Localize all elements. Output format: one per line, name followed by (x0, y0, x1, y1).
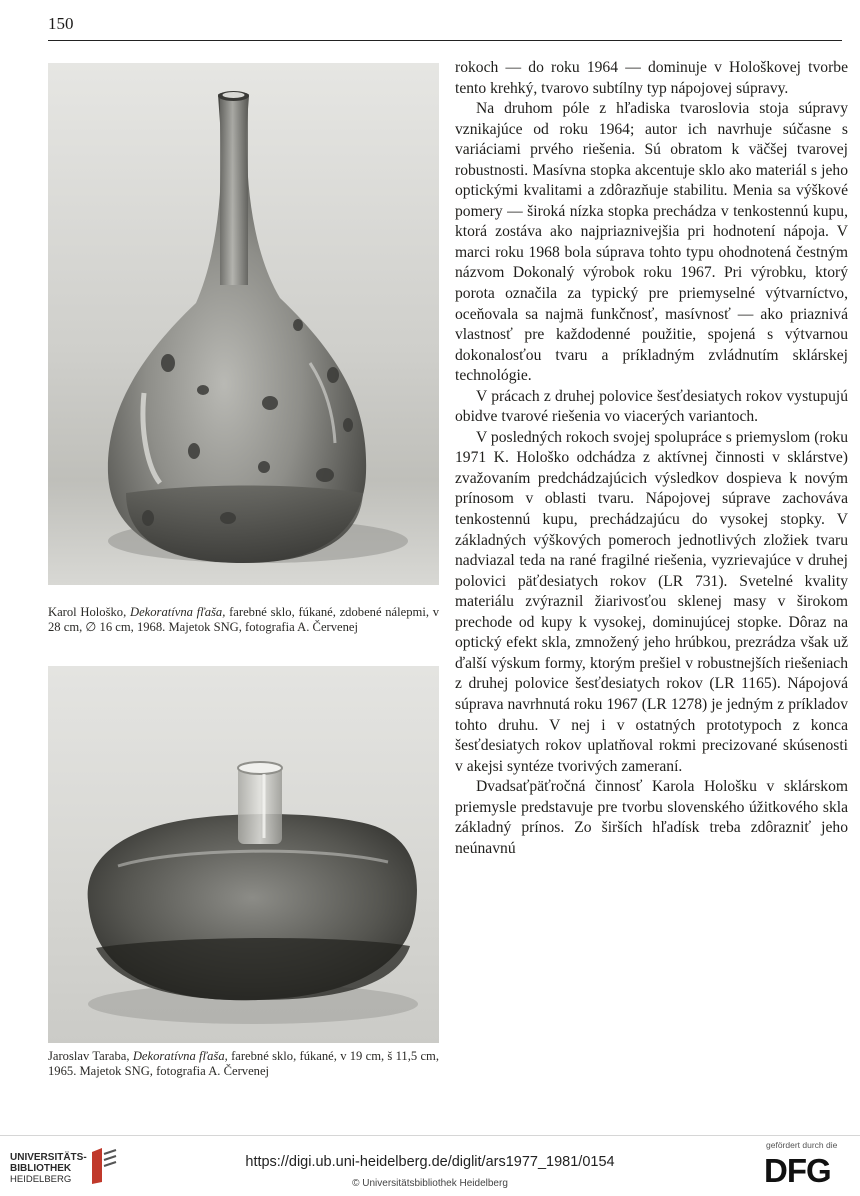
figure-caption (48, 1049, 439, 1079)
caption-title: Dekoratívna fľaša, (132, 1049, 228, 1063)
figure-caption (48, 605, 439, 635)
caption-details: farebné sklo, fúkané, zdobené nálepmi, v 28 cm, ∅ 16 cm, 1968. Majetok SNG, fotografia A. Červenej (48, 605, 439, 634)
page-number: 150 (48, 14, 74, 33)
paragraph: Na druhom póle z hľadiska tvaroslovia stoja súpravy vznikajúce od roku 1964; autor ich navrhuje súčasne s variáciami prvého riešenia. Sú obratom k väčšej tvarovej robustnosti. Masívna stopka akcentuje sklo ako materiál s jeho optickými kvalitami a zdôrazňuje stabilitu. Menia sa výškové pomery — široká nízka stopka prechádza v tenkostennú kupu, ktorá zostáva ako najpriaznivejšia pri hodnotení nápoja. V marci roku 1968 bola súprava tohto typu ohodnotená čestným názvom Dokonalý výrobok roku 1967. Pri výrobku, ktorý porota označila za typický pre priemyselné výtvarníctvo, oceňovala sa najmä funkčnosť, masívnosť — ako priaznivá vlastnosť pre každodenné použitie, spojená s výtvarnou dokonalosťou tvaru a príkladným zvládnutím sklárskej technológie. (455, 100, 848, 385)
page-footer (0, 1136, 860, 1196)
bottle-tall-illustration (48, 63, 439, 585)
caption-artist: Jaroslav Taraba, (48, 1049, 130, 1063)
dfg-wordmark: DFG (764, 1152, 831, 1189)
bottle-flat-illustration (48, 666, 439, 1043)
paragraph: Dvadsaťpäťročná činnosť Karola Hološku v sklárskom priemysle predstavuje pre tvorbu slovenského úžitkového skla základný prínos. Zo širších hľadísk treba zdôrazniť jeho neúnavnú (455, 778, 848, 857)
library-name-line: UNIVERSITÄTS- (10, 1152, 87, 1163)
paragraph: V prácach z druhej polovice šesťdesiatych rokov vystupujú obidve tvarové riešenia vo viacerých variantoch. (455, 387, 848, 426)
caption-details: farebné sklo, fúkané, v 19 cm, š 11,5 cm, 1965. Majetok SNG, fotografia A. Červenej (48, 1049, 439, 1078)
library-name-line: BIBLIOTHEK (10, 1163, 72, 1174)
caption-title: Dekoratívna fľaša, (129, 605, 226, 619)
paragraph: rokoch — do roku 1964 — dominuje v Hološkovej tvorbe tento krehký, tvarovo subtílny typ nápojovej súpravy. (455, 59, 848, 97)
paragraph: V posledných rokoch svojej spolupráce s priemyslom (roku 1971 K. Hološko odchádza z aktívnej činnosti v sklárstve) zvažovaním predchádzajúcich výsledkov dospieva k novým prínosom v oblasti tvaru. Nápojovej súprave zachováva tenkostennú kupu, prechádzajúcu do vysokej stopky. V základných výškových pomeroch jednotlivých zložiek tvaru nadviazal teda na rané fragilné riešenia, vyzrievajúce v druhej polovici päťdesiatych rokov (LR 731). Svetelné kvality materiálu zvýraznil žiarivosťou sklenej masy v širokom prechode od kupy k vysokej, dominujúcej stopke. Dôraz na optický efekt skla, zmnožený jeho hrúbkou, prezrádza však už ďalší výskum formy, ktorým prešiel v robustnejších riešeniach z druhej polovice šesťdesiatych rokov (LR 1165). Nápojová súprava navrhnutá roku 1967 (LR 1278) je jedným z príkladov tohto druhu. V nej i v ostatných prototypoch z konca šesťdesiatych rokov uplatňoval rokmi precizované skúsenosti v akejsi syntéze tvorivých zameraní. (455, 428, 848, 775)
copyright-notice: © Universitätsbibliothek Heidelberg (352, 1178, 508, 1189)
dfg-logo[interactable] (750, 1140, 854, 1192)
caption-artist: Karol Hološko, (48, 605, 127, 619)
photo-decorative-bottle-flat (48, 666, 439, 1043)
permalink[interactable]: https://digi.ub.uni-heidelberg.de/diglit/ars1977_1981/0154 (245, 1154, 615, 1170)
photo-decorative-bottle-tall (48, 63, 439, 585)
body-text-column (455, 58, 848, 859)
library-name-line: HEIDELBERG (10, 1174, 72, 1185)
header-rule (48, 40, 842, 41)
funding-note: gefördert durch die (766, 1140, 838, 1150)
